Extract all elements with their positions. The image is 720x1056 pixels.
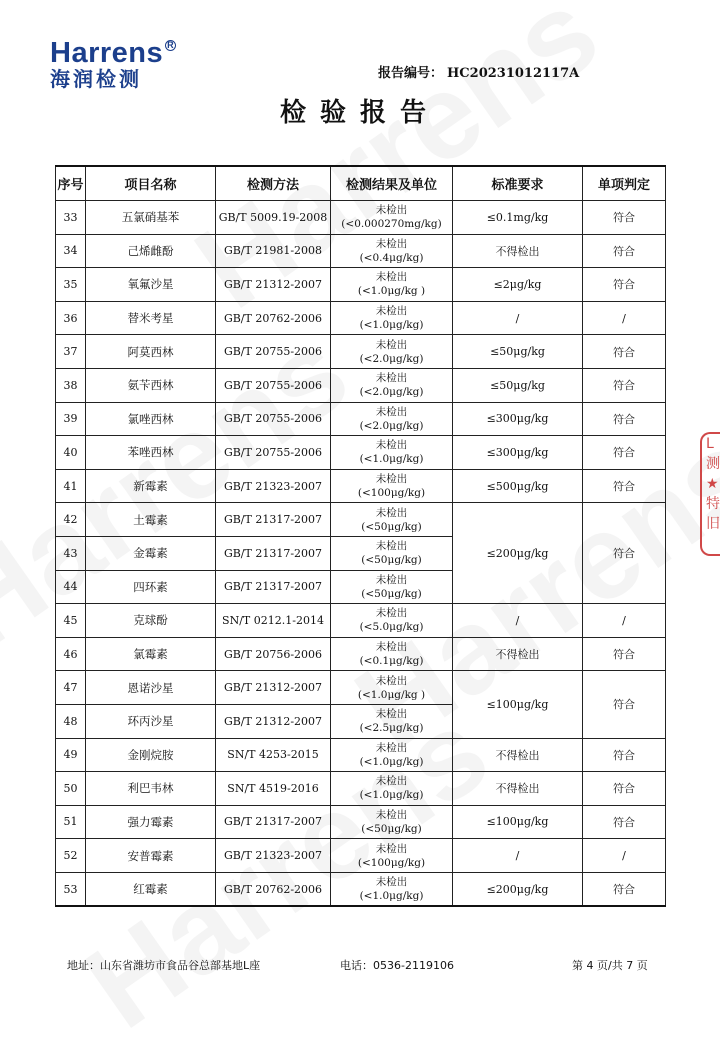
test-method: GB/T 5009.19-2008 (216, 201, 331, 235)
test-result: 未检出 (<0.4μg/kg) (331, 234, 453, 268)
item-judgement: 符合 (583, 402, 666, 436)
item-judgement: 符合 (583, 805, 666, 839)
item-name: 苯唑西林 (86, 436, 216, 470)
test-result: 未检出 (<2.0μg/kg) (331, 368, 453, 402)
test-method: GB/T 20756-2006 (216, 637, 331, 671)
footer-phone: 电话：0536-2119106 (340, 959, 454, 972)
item-name: 土霉素 (86, 503, 216, 537)
standard-requirement: ≤0.1mg/kg (453, 201, 583, 235)
item-judgement: 符合 (583, 738, 666, 772)
item-name: 替米考星 (86, 301, 216, 335)
item-name: 利巴韦林 (86, 772, 216, 806)
header-cell: 检测方法 (216, 166, 331, 201)
row-number: 51 (56, 805, 86, 839)
row-number: 52 (56, 839, 86, 873)
test-result: 未检出 (<1.0μg/kg) (331, 738, 453, 772)
header-cell: 项目名称 (86, 166, 216, 201)
test-method: GB/T 20762-2006 (216, 301, 331, 335)
test-method: GB/T 20755-2006 (216, 335, 331, 369)
item-judgement: / (583, 301, 666, 335)
standard-requirement-merged: ≤200μg/kg (453, 503, 583, 604)
table-row (56, 772, 666, 806)
test-method: GB/T 21981-2008 (216, 234, 331, 268)
header-cell: 单项判定 (583, 166, 666, 201)
table-row (56, 805, 666, 839)
item-name: 氯霉素 (86, 637, 216, 671)
test-result: 未检出 (<100μg/kg) (331, 469, 453, 503)
table-row (56, 604, 666, 638)
standard-requirement: ≤500μg/kg (453, 469, 583, 503)
table-row (56, 637, 666, 671)
row-number: 53 (56, 872, 86, 906)
footer-page-number: 第 4 页/共 7 页 (572, 959, 648, 972)
test-method: GB/T 20755-2006 (216, 436, 331, 470)
item-judgement: / (583, 604, 666, 638)
table-row (56, 872, 666, 906)
item-judgement: 符合 (583, 872, 666, 906)
standard-requirement: ≤50μg/kg (453, 368, 583, 402)
table-row (56, 469, 666, 503)
row-number: 43 (56, 536, 86, 570)
item-name: 氨苄西林 (86, 368, 216, 402)
item-name: 阿莫西林 (86, 335, 216, 369)
item-name: 四环素 (86, 570, 216, 604)
item-name: 五氯硝基苯 (86, 201, 216, 235)
item-name: 己烯雌酚 (86, 234, 216, 268)
test-result: 未检出 (<100μg/kg) (331, 839, 453, 873)
standard-requirement: / (453, 301, 583, 335)
report-number-value: HC20231012117A (447, 66, 580, 81)
test-method: SN/T 4253-2015 (216, 738, 331, 772)
footer-address: 地址：山东省潍坊市食品谷总部基地L座 (67, 959, 261, 972)
row-number: 45 (56, 604, 86, 638)
test-result: 未检出 (<2.5μg/kg) (331, 704, 453, 738)
table-row (56, 503, 666, 537)
test-method: GB/T 20755-2006 (216, 368, 331, 402)
registered-mark-icon: R (167, 40, 175, 50)
seal-stamp-icon: L 测 ★ 特旧 (700, 432, 720, 556)
standard-requirement: ≤200μg/kg (453, 872, 583, 906)
table-row (56, 368, 666, 402)
table-row (56, 839, 666, 873)
standard-requirement: ≤100μg/kg (453, 805, 583, 839)
test-result: 未检出 (<1.0μg/kg) (331, 872, 453, 906)
test-method: GB/T 20762-2006 (216, 872, 331, 906)
test-result: 未检出 (<1.0μg/kg) (331, 772, 453, 806)
standard-requirement: ≤300μg/kg (453, 402, 583, 436)
item-name: 恩诺沙星 (86, 671, 216, 705)
test-method: GB/T 21317-2007 (216, 570, 331, 604)
page-title: 检验报告 (279, 98, 440, 128)
table-row (56, 335, 666, 369)
test-method: GB/T 20755-2006 (216, 402, 331, 436)
row-number: 44 (56, 570, 86, 604)
row-number: 47 (56, 671, 86, 705)
test-result: 未检出 (<1.0μg/kg) (331, 436, 453, 470)
test-result: 未检出 (<2.0μg/kg) (331, 402, 453, 436)
item-name: 强力霉素 (86, 805, 216, 839)
row-number: 46 (56, 637, 86, 671)
table-row (56, 268, 666, 302)
item-judgement-merged: 符合 (583, 671, 666, 738)
test-result: 未检出 (<0.000270mg/kg) (331, 201, 453, 235)
header-cell: 检测结果及单位 (331, 166, 453, 201)
item-judgement: 符合 (583, 368, 666, 402)
item-judgement: 符合 (583, 268, 666, 302)
standard-requirement: 不得检出 (453, 637, 583, 671)
row-number: 35 (56, 268, 86, 302)
report-number-label: 报告编号： (378, 66, 444, 81)
row-number: 42 (56, 503, 86, 537)
item-judgement: 符合 (583, 469, 666, 503)
test-result: 未检出 (<1.0μg/kg ) (331, 268, 453, 302)
table-row (56, 436, 666, 470)
item-name: 金霉素 (86, 536, 216, 570)
results-table (55, 165, 666, 907)
test-method: GB/T 21312-2007 (216, 268, 331, 302)
item-judgement: 符合 (583, 637, 666, 671)
item-judgement: 符合 (583, 436, 666, 470)
row-number: 48 (56, 704, 86, 738)
test-method: GB/T 21323-2007 (216, 839, 331, 873)
row-number: 50 (56, 772, 86, 806)
item-judgement: / (583, 839, 666, 873)
table-row (56, 402, 666, 436)
test-result: 未检出 (<0.1μg/kg) (331, 637, 453, 671)
table-header-row (56, 166, 666, 201)
standard-requirement: ≤2μg/kg (453, 268, 583, 302)
standard-requirement-merged: ≤100μg/kg (453, 671, 583, 738)
test-method: GB/T 21323-2007 (216, 469, 331, 503)
row-number: 33 (56, 201, 86, 235)
test-method: GB/T 21317-2007 (216, 503, 331, 537)
item-judgement: 符合 (583, 234, 666, 268)
test-method: GB/T 21317-2007 (216, 536, 331, 570)
test-result: 未检出 (<50μg/kg) (331, 570, 453, 604)
item-name: 克球酚 (86, 604, 216, 638)
test-result: 未检出 (<50μg/kg) (331, 805, 453, 839)
row-number: 38 (56, 368, 86, 402)
item-name: 金刚烷胺 (86, 738, 216, 772)
standard-requirement: 不得检出 (453, 772, 583, 806)
row-number: 34 (56, 234, 86, 268)
logo-english: Harrens (50, 37, 164, 69)
report-number (378, 62, 579, 81)
item-judgement: 符合 (583, 201, 666, 235)
item-name: 环丙沙星 (86, 704, 216, 738)
test-method: GB/T 21312-2007 (216, 704, 331, 738)
row-number: 41 (56, 469, 86, 503)
test-result: 未检出 (<1.0μg/kg ) (331, 671, 453, 705)
item-name: 氧氟沙星 (86, 268, 216, 302)
table-row (56, 738, 666, 772)
table-row (56, 671, 666, 705)
row-number: 39 (56, 402, 86, 436)
test-method: GB/T 21312-2007 (216, 671, 331, 705)
table-row (56, 234, 666, 268)
standard-requirement: / (453, 604, 583, 638)
item-judgement-merged: 符合 (583, 503, 666, 604)
table-row (56, 301, 666, 335)
row-number: 40 (56, 436, 86, 470)
row-number: 36 (56, 301, 86, 335)
test-result: 未检出 (<5.0μg/kg) (331, 604, 453, 638)
item-judgement: 符合 (583, 772, 666, 806)
item-name: 新霉素 (86, 469, 216, 503)
test-result: 未检出 (<50μg/kg) (331, 536, 453, 570)
row-number: 37 (56, 335, 86, 369)
test-result: 未检出 (<50μg/kg) (331, 503, 453, 537)
logo-chinese: 海润检测 (50, 67, 142, 91)
standard-requirement: ≤50μg/kg (453, 335, 583, 369)
row-number: 49 (56, 738, 86, 772)
standard-requirement: ≤300μg/kg (453, 436, 583, 470)
header-cell: 标准要求 (453, 166, 583, 201)
item-name: 安普霉素 (86, 839, 216, 873)
test-result: 未检出 (<2.0μg/kg) (331, 335, 453, 369)
test-method: SN/T 0212.1-2014 (216, 604, 331, 638)
item-name: 氯唑西林 (86, 402, 216, 436)
table-row (56, 201, 666, 235)
standard-requirement: 不得检出 (453, 234, 583, 268)
standard-requirement: / (453, 839, 583, 873)
item-name: 红霉素 (86, 872, 216, 906)
test-result: 未检出 (<1.0μg/kg) (331, 301, 453, 335)
test-method: SN/T 4519-2016 (216, 772, 331, 806)
header-cell: 序号 (56, 166, 86, 201)
item-judgement: 符合 (583, 335, 666, 369)
company-logo (50, 38, 176, 90)
test-method: GB/T 21317-2007 (216, 805, 331, 839)
standard-requirement: 不得检出 (453, 738, 583, 772)
